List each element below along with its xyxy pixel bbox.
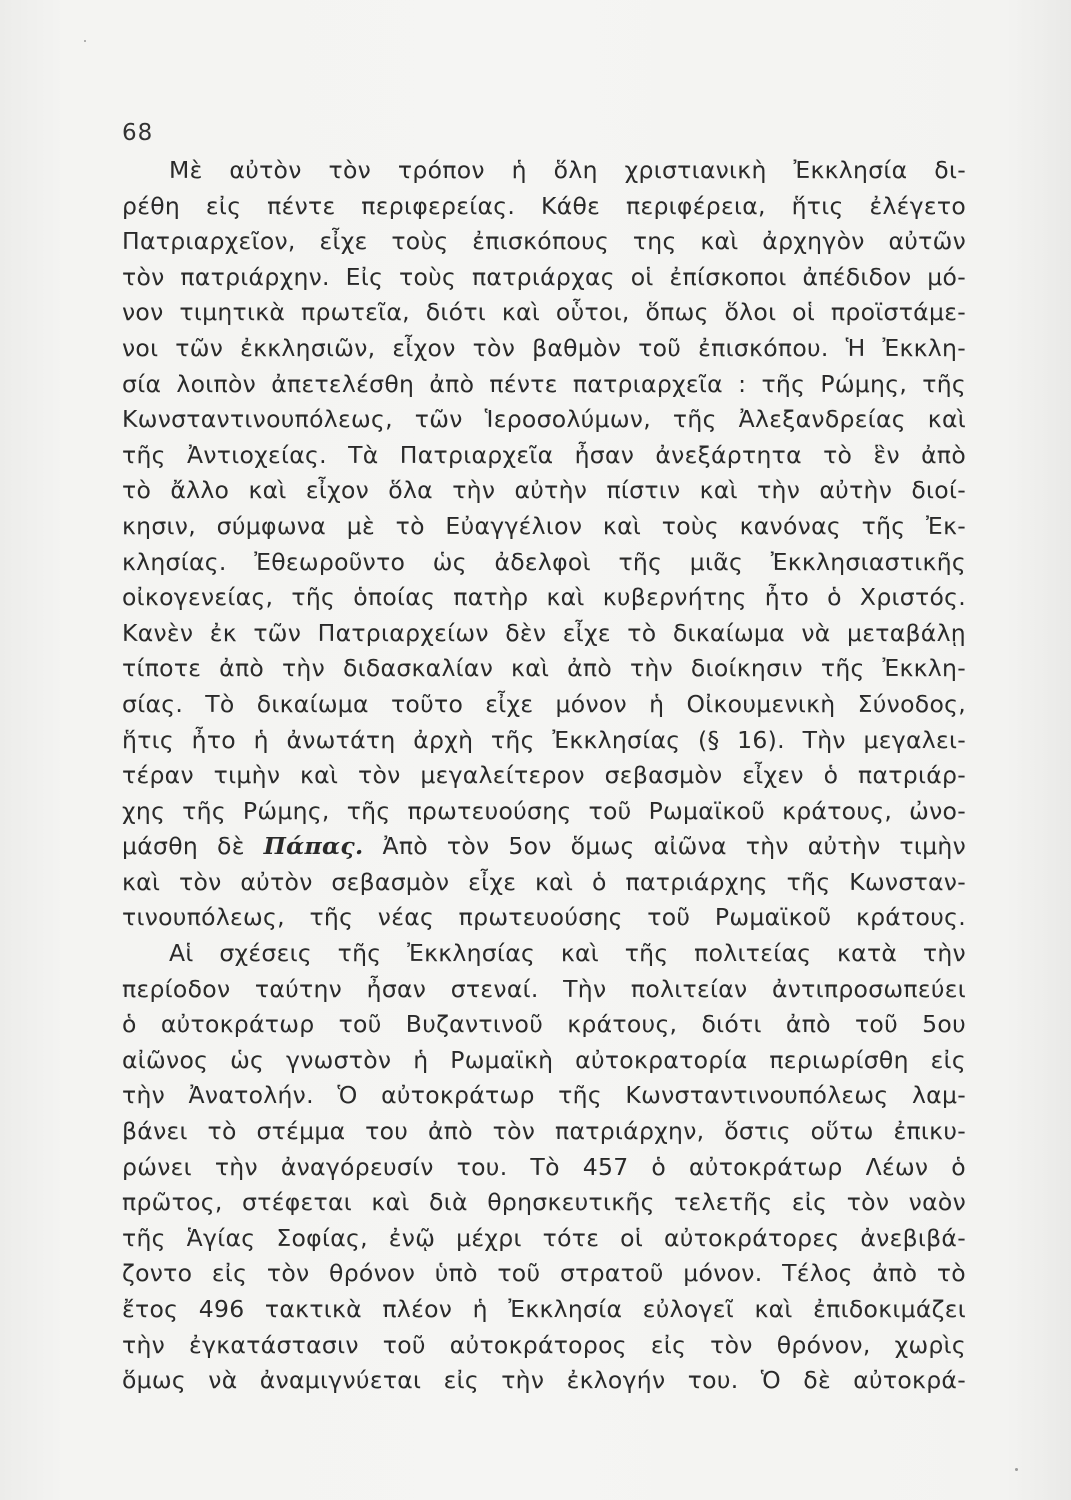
emphasized-term: Πάπας. xyxy=(263,832,364,861)
text-line: βάνει τὸ στέμμα του ἀπὸ τὸν πατριάρχην, ὅστις οὕτω ἐπικυ- xyxy=(122,1117,966,1146)
text-line: τὴν ἐγκατάστασιν τοῦ αὐτοκράτορος εἰς τὸν θρόνον, χωρὶς xyxy=(122,1330,966,1359)
text-line: τὴν Ἀνατολήν. Ὁ αὐτοκράτωρ τῆς Κωνσταντινουπόλεως λαμ- xyxy=(122,1081,966,1110)
text-line: αἰῶνος ὡς γνωστὸν ἡ Ρωμαϊκὴ αὐτοκρατορία περιωρίσθη εἰς xyxy=(122,1045,966,1074)
page-number: 68 xyxy=(122,120,154,146)
text-line: καὶ τὸν αὐτὸν σεβασμὸν εἶχε καὶ ὁ πατριάρχης τῆς Κωνσταν- xyxy=(122,867,966,896)
text-line: τέραν τιμὴν καὶ τὸν μεγαλείτερον σεβασμὸν εἶχεν ὁ πατριάρ- xyxy=(122,761,966,790)
text-line: τῆς Ἀντιοχείας. Τὰ Πατριαρχεῖα ἦσαν ἀνεξάρτητα τὸ ἓν ἀπὸ xyxy=(122,440,966,469)
text-line: ὁ αὐτοκράτωρ τοῦ Βυζαντινοῦ κράτους, διότι ἀπὸ τοῦ 5ου xyxy=(122,1010,966,1039)
text-line: τῆς Ἁγίας Σοφίας, ἐνῷ μέχρι τότε οἱ αὐτοκράτορες ἀνεβιβά- xyxy=(122,1223,966,1252)
text-line: χης τῆς Ρώμης, τῆς πρωτευούσης τοῦ Ρωμαϊκοῦ κράτους, ὠνο- xyxy=(122,796,966,825)
text-line: Κανὲν ἐκ τῶν Πατριαρχείων δὲν εἶχε τὸ δικαίωμα νὰ μεταβάλῃ xyxy=(122,618,966,647)
text-line: τίποτε ἀπὸ τὴν διδασκαλίαν καὶ ἀπὸ τὴν διοίκησιν τῆς Ἐκκλη- xyxy=(122,654,966,683)
text-line: ζοντο εἰς τὸν θρόνον ὑπὸ τοῦ στρατοῦ μόνον. Τέλος ἀπὸ τὸ xyxy=(122,1259,966,1288)
text-line: ρέθη εἰς πέντε περιφερείας. Κάθε περιφέρεια, ἥτις ἐλέγετο xyxy=(122,191,966,220)
text-line: Αἱ σχέσεις τῆς Ἐκκλησίας καὶ τῆς πολιτείας κατὰ τὴν xyxy=(169,939,966,968)
text-line: περίοδον ταύτην ἦσαν στεναί. Τὴν πολιτείαν ἀντιπροσωπεύει xyxy=(122,974,966,1003)
body-text xyxy=(122,153,966,1399)
text-line: τὸν πατριάρχην. Εἰς τοὺς πατριάρχας οἱ ἐπίσκοποι ἀπέδιδον μό- xyxy=(122,262,966,291)
text-line: νον τιμητικὰ πρωτεῖα, διότι καὶ οὗτοι, ὅπως ὅλοι οἱ προϊστάμε- xyxy=(122,298,966,327)
text-line xyxy=(122,829,966,865)
text-line: ρώνει τὴν ἀναγόρευσίν του. Τὸ 457 ὁ αὐτοκράτωρ Λέων ὁ xyxy=(122,1152,966,1181)
paper-speck xyxy=(84,40,86,42)
text-line: σίας. Τὸ δικαίωμα τοῦτο εἶχε μόνον ἡ Οἰκουμενικὴ Σύνοδος, xyxy=(122,689,966,718)
text-line: νοι τῶν ἐκκλησιῶν, εἶχον τὸν βαθμὸν τοῦ ἐπισκόπου. Ἡ Ἐκκλη- xyxy=(122,333,966,362)
text-line: Πατριαρχεῖον, εἶχε τοὺς ἐπισκόπους της καὶ ἀρχηγὸν αὐτῶν xyxy=(122,227,966,256)
text-segment: Ἀπὸ τὸν 5ον ὅμως αἰῶνα τὴν αὐτὴν τιμὴν xyxy=(382,832,966,861)
text-line: ὅμως νὰ ἀναμιγνύεται εἰς τὴν ἐκλογήν του. Ὁ δὲ αὐτοκρά- xyxy=(122,1366,966,1395)
text-line: πρῶτος, στέφεται καὶ διὰ θρησκευτικῆς τελετῆς εἰς τὸν ναὸν xyxy=(122,1188,966,1217)
paper-speck xyxy=(1015,1468,1018,1471)
text-line: κησιν, σύμφωνα μὲ τὸ Εὐαγγέλιον καὶ τοὺς κανόνας τῆς Ἐκ- xyxy=(122,511,966,540)
text-line: Μὲ αὐτὸν τὸν τρόπον ἡ ὅλη χριστιανικὴ Ἐκκλησία δι- xyxy=(169,156,966,184)
text-line: ἥτις ἦτο ἡ ἀνωτάτη ἀρχὴ τῆς Ἐκκλησίας (§ 16). Τὴν μεγαλει- xyxy=(122,725,966,754)
text-line: τινουπόλεως, τῆς νέας πρωτευούσης τοῦ Ρωμαϊκοῦ κράτους. xyxy=(122,903,966,932)
text-line: κλησίας. Ἐθεωροῦντο ὡς ἀδελφοὶ τῆς μιᾶς Ἐκκλησιαστικῆς xyxy=(122,547,966,576)
text-line: σία λοιπὸν ἀπετελέσθη ἀπὸ πέντε πατριαρχεῖα : τῆς Ρώμης, τῆς xyxy=(122,369,966,398)
text-line: τὸ ἄλλο καὶ εἶχον ὅλα τὴν αὐτὴν πίστιν καὶ τὴν αὐτὴν διοί- xyxy=(122,476,966,505)
text-line: Κωνσταντινουπόλεως, τῶν Ἱεροσολύμων, τῆς Ἀλεξανδρείας καὶ xyxy=(122,405,966,434)
text-line: ἔτος 496 τακτικὰ πλέον ἡ Ἐκκλησία εὐλογεῖ καὶ ἐπιδοκιμάζει xyxy=(122,1295,966,1323)
text-segment: μάσθη δὲ xyxy=(122,832,245,861)
text-line: οἰκογενείας, τῆς ὁποίας πατὴρ καὶ κυβερνήτης ἦτο ὁ Χριστός. xyxy=(122,583,966,612)
